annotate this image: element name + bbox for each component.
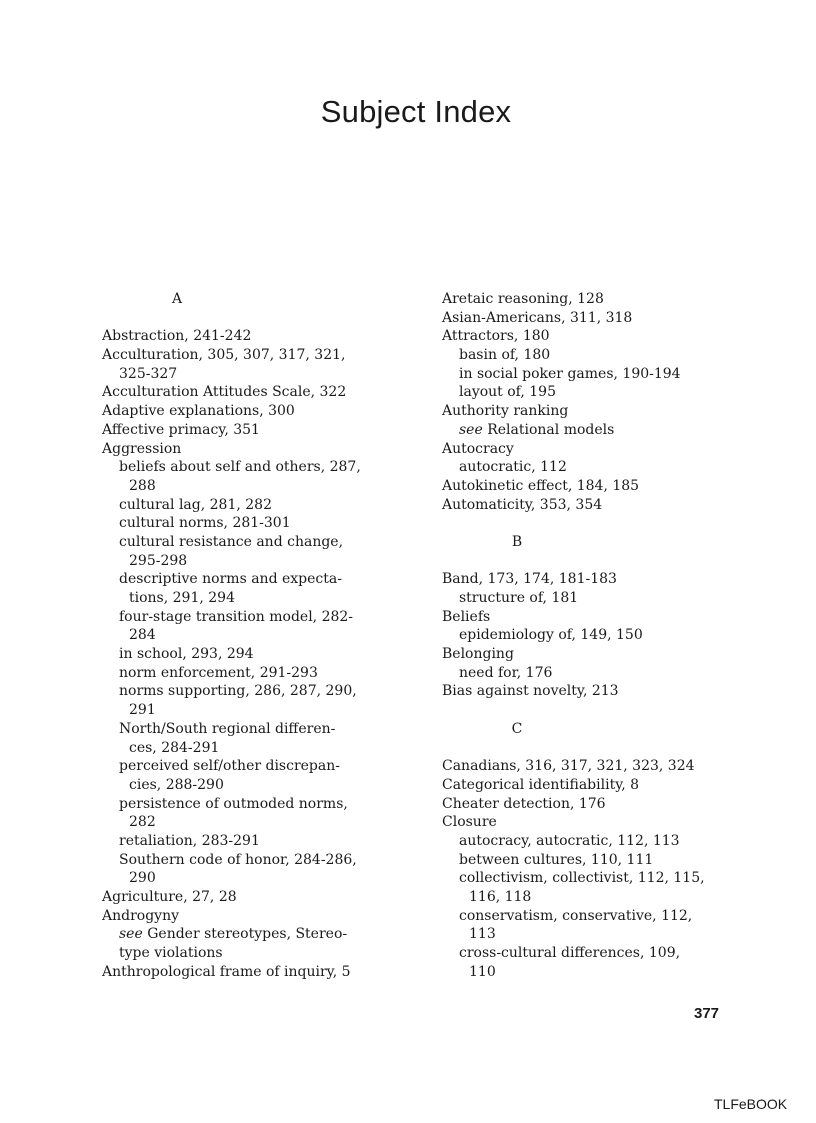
- spacer: [442, 552, 742, 571]
- cross-reference-target: Gender stereotypes, Stereo-: [147, 926, 348, 943]
- index-subentry: between cultures, 110, 111: [459, 851, 654, 868]
- index-subentry: 288: [129, 477, 156, 494]
- index-subentry: structure of, 181: [459, 590, 579, 606]
- index-subentry: norms supporting, 286, 287, 290,: [119, 683, 357, 700]
- index-subentry: Southern code of honor, 284-286,: [119, 851, 357, 868]
- index-entry: Agriculture, 27, 28: [102, 889, 237, 905]
- index-subentry: layout of, 195: [459, 384, 556, 401]
- index-subentry: beliefs about self and others, 287,: [119, 459, 361, 476]
- index-subentry: 291: [129, 702, 156, 719]
- letter-heading: B: [511, 533, 523, 550]
- index-entry: Belonging: [442, 646, 514, 663]
- index-subentry: 295-298: [129, 552, 188, 569]
- spacer: [442, 739, 742, 758]
- index-subentry: cultural norms, 281-301: [119, 515, 291, 532]
- index-subentry: in school, 293, 294: [119, 646, 254, 663]
- index-subentry: [102, 925, 402, 944]
- index-subentry: 113: [469, 926, 496, 943]
- index-entry: Acculturation, 305, 307, 317, 321,: [102, 347, 346, 364]
- index-subentry: 282: [129, 814, 156, 831]
- index-subentry: autocracy, autocratic, 112, 113: [459, 832, 680, 849]
- letter-heading: C: [511, 720, 523, 737]
- index-entry: Attractors, 180: [442, 328, 550, 345]
- page-title: Subject Index: [320, 94, 512, 129]
- page-number: 377: [694, 1005, 720, 1022]
- index-subentry: cultural lag, 281, 282: [119, 496, 272, 513]
- index-subentry: need for, 176: [459, 664, 553, 681]
- index-subentry: 284: [129, 627, 156, 644]
- index-entry: Beliefs: [442, 608, 491, 625]
- index-column-right: [442, 290, 742, 981]
- cross-reference-label: see: [459, 421, 483, 438]
- index-subentry: autocratic, 112: [459, 459, 567, 476]
- index-subentry: cultural resistance and change,: [119, 533, 344, 550]
- index-entry: Affective primacy, 351: [102, 421, 260, 438]
- index-subentry: epidemiology of, 149, 150: [459, 627, 643, 644]
- index-entry: Authority ranking: [442, 403, 569, 420]
- index-entry: Canadians, 316, 317, 321, 323, 324: [442, 758, 695, 775]
- index-subentry: 116, 118: [469, 889, 532, 905]
- index-entry: Closure: [442, 814, 497, 831]
- index-entry: Abstraction, 241-242: [102, 328, 252, 345]
- index-subentry: basin of, 180: [459, 347, 551, 364]
- index-entry: Acculturation Attitudes Scale, 322: [102, 384, 347, 401]
- index-entry: Asian-Americans, 311, 318: [442, 309, 633, 326]
- index-subentry: 325-327: [119, 365, 178, 382]
- letter-heading: A: [171, 291, 183, 307]
- index-subentry: descriptive norms and expecta-: [119, 571, 342, 588]
- spacer: [102, 309, 402, 328]
- index-subentry: 110: [469, 963, 496, 980]
- index-entry: Band, 173, 174, 181-183: [442, 571, 617, 588]
- index-subentry: North/South regional differen-: [119, 720, 336, 737]
- index-entry: Aretaic reasoning, 128: [442, 291, 604, 307]
- index-subentry: type violations: [119, 945, 223, 962]
- index-entry: Autokinetic effect, 184, 185: [442, 477, 640, 494]
- spacer: [442, 514, 742, 533]
- index-subentry: norm enforcement, 291-293: [119, 664, 318, 681]
- index-subentry: conservatism, conservative, 112,: [459, 907, 693, 924]
- index-subentry: [442, 421, 742, 440]
- index-entry: Androgyny: [102, 907, 180, 924]
- footer-watermark: TLFeBOOK: [714, 1096, 788, 1112]
- index-subentry: tions, 291, 294: [129, 590, 235, 606]
- index-entry: Aggression: [102, 440, 182, 457]
- index-entry: Anthropological frame of inquiry, 5: [102, 963, 351, 980]
- index-subentry: retaliation, 283-291: [119, 832, 260, 849]
- spacer: [442, 701, 742, 720]
- index-entry: Automaticity, 353, 354: [442, 496, 603, 513]
- index-subentry: collectivism, collectivist, 112, 115,: [459, 870, 705, 887]
- cross-reference-target: Relational models: [487, 421, 615, 438]
- index-subentry: perceived self/other discrepan-: [119, 758, 340, 775]
- index-subentry: four-stage transition model, 282-: [119, 608, 354, 625]
- index-subentry: cross-cultural differences, 109,: [459, 945, 681, 962]
- index-entry: Adaptive explanations, 300: [102, 403, 295, 420]
- index-subentry: cies, 288-290: [129, 776, 224, 793]
- index-entry: Categorical identifiability, 8: [442, 776, 640, 793]
- index-subentry: ces, 284-291: [129, 739, 220, 756]
- index-subentry: in social poker games, 190-194: [459, 365, 681, 382]
- index-column-left: [102, 290, 402, 981]
- cross-reference-label: see: [119, 926, 143, 943]
- index-entry: Autocracy: [442, 440, 514, 457]
- index-subentry: 290: [129, 870, 156, 887]
- index-entry: Bias against novelty, 213: [442, 683, 619, 700]
- index-entry: Cheater detection, 176: [442, 795, 606, 812]
- index-subentry: persistence of outmoded norms,: [119, 795, 348, 812]
